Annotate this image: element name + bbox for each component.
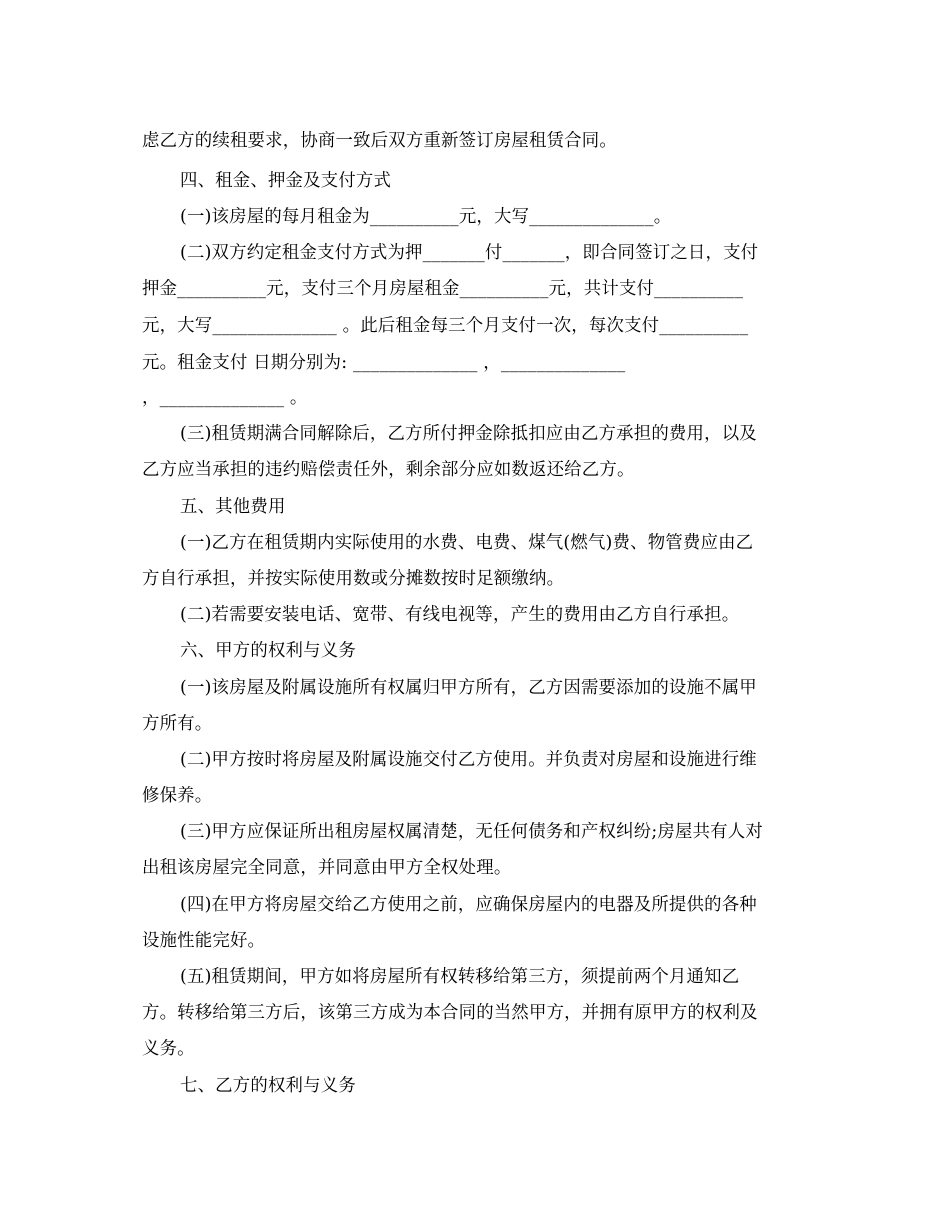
text-line: 元。租金支付 日期分别为: ______________ ，______________ [142, 353, 626, 373]
text-line: 出租该房屋完全同意，并同意由甲方全权处理。 [142, 858, 512, 878]
text-line: 设施性能完好。 [142, 931, 266, 951]
section-heading: 四、租金、押金及支付方式 [180, 171, 392, 191]
text-line: ，______________ 。 [142, 388, 308, 408]
section-heading: 五、其他费用 [180, 497, 286, 517]
text-line: 乙方应当承担的违约赔偿责任外，剩余部分应如数返还给乙方。 [142, 460, 635, 480]
text-line: (五)租赁期间，甲方如将房屋所有权转移给第三方，须提前两个月通知乙 [180, 967, 740, 987]
text-line: 元，大写______________ 。此后租金每三个月支付一次，每次支付__________ [142, 316, 749, 336]
section-heading: 七、乙方的权利与义务 [180, 1076, 356, 1096]
text-line: 方。转移给第三方后，该第三方成为本合同的当然甲方，并拥有原甲方的权利及 [142, 1003, 758, 1023]
text-line: (三)甲方应保证所出租房屋权属清楚，无任何债务和产权纠纷;房屋共有人对 [180, 822, 763, 842]
text-line: (二)甲方按时将房屋及附属设施交付乙方使用。并负责对房屋和设施进行维 [180, 750, 757, 770]
text-line: (二)若需要安装电话、宽带、有线电视等，产生的费用由乙方自行承担。 [180, 605, 740, 625]
text-line: 义务。 [142, 1039, 195, 1059]
text-line: (一)该房屋的每月租金为__________元，大写______________。 [180, 207, 672, 227]
text-line: (三)租赁期满合同解除后，乙方所付押金除抵扣应由乙方承担的费用，以及 [180, 424, 757, 444]
text-line: (二)双方约定租金支付方式为押_______付_______，即合同签订之日，支付 [180, 243, 759, 263]
text-line: 虑乙方的续租要求，协商一致后双方重新签订房屋租赁合同。 [142, 131, 617, 151]
text-line: 方所有。 [142, 714, 213, 734]
text-line: (一)乙方在租赁期内实际使用的水费、电费、煤气(燃气)费、物管费应由乙 [180, 533, 754, 553]
text-line: 押金__________元，支付三个月房屋租金__________元，共计支付__________ [142, 279, 744, 299]
text-line: (四)在甲方将房屋交给乙方使用之前，应确保房屋内的电器及所提供的各种 [180, 895, 757, 915]
text-line: 方自行承担，并按实际使用数或分摊数按时足额缴纳。 [142, 569, 565, 589]
section-heading: 六、甲方的权利与义务 [180, 641, 356, 661]
text-line: 修保养。 [142, 786, 213, 806]
text-line: (一)该房屋及附属设施所有权属归甲方所有，乙方因需要添加的设施不属甲 [180, 678, 757, 698]
